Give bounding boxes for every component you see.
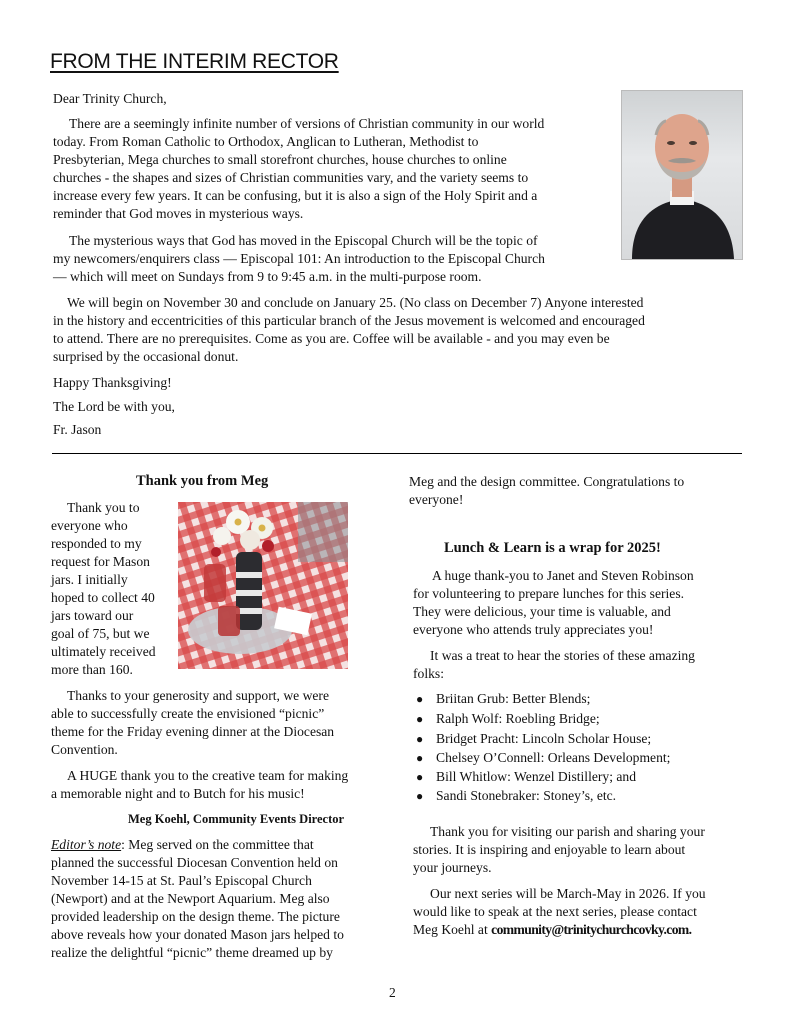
speaker-item: Sandi Stonebraker: Stoney’s, etc. (436, 788, 617, 803)
editor-note-line: (Newport) and at the Newport Aquarium. Meg also (51, 891, 330, 906)
editor-note-line: provided leadership on the design theme. The picture (51, 909, 340, 924)
lunch-para4-line: Our next series will be March-May in 2026. If you (430, 886, 706, 901)
meg-wrap-line: goal of 75, but we (51, 626, 150, 641)
rector-para1-line: churches - the shapes and sizes of Christian communities vary, and the variety seems to (53, 170, 529, 185)
rector-para3-line: surprised by the occasional donut. (53, 349, 239, 364)
greeting: Dear Trinity Church, (53, 91, 167, 106)
speaker-item: Chelsey O’Connell: Orleans Development; (436, 750, 671, 765)
rector-para1-line: Presbyterian, Mega churches to small storefront churches, house churches to online (53, 152, 507, 167)
lunch-para3-line: your journeys. (413, 860, 492, 875)
lunch-para2-line: folks: (413, 666, 444, 681)
mason-jar-centerpiece-photo (178, 502, 348, 669)
meg-wrap-line: hoped to collect 40 (51, 590, 155, 605)
editor-note-line: above reveals how your donated Mason jars helped to (51, 927, 344, 942)
rector-para3-line: to attend. There are no prerequisites. Come as you are. Coffee will be available - and you may even be (53, 331, 610, 346)
rector-para2-line: my newcomers/enquirers class — Episcopal 101: An introduction to the Episcopal Church (53, 251, 545, 266)
closing-thanksgiving: Happy Thanksgiving! (53, 375, 172, 390)
lunch-para1-line: for volunteering to prepare lunches for this series. (413, 586, 685, 601)
rector-para1-line: today. From Roman Catholic to Orthodox, Anglican to Lutheran, Methodist to (53, 134, 479, 149)
rector-para3-line: We will begin on November 30 and conclude on January 25. (No class on December 7) Anyone interested (67, 295, 644, 310)
bullet-icon: ● (416, 712, 424, 726)
editor-note-line: realize the delightful “picnic” theme dreamed up by (51, 945, 333, 960)
lunch-para2-line: It was a treat to hear the stories of these amazing (430, 648, 695, 663)
lunch-para4-line: would like to speak at the next series, please contact (413, 904, 697, 919)
speaker-item: Briitan Grub: Better Blends; (436, 691, 591, 706)
meg-continued-line: Meg and the design committee. Congratulations to (409, 474, 685, 489)
meg-article-title: Thank you from Meg (136, 473, 269, 489)
closing-blessing: The Lord be with you, (53, 399, 175, 414)
section-heading: FROM THE INTERIM RECTOR (50, 50, 339, 73)
meg-para3-line: A HUGE thank you to the creative team for making (67, 768, 349, 783)
bullet-icon: ● (416, 692, 424, 706)
meg-signoff: Meg Koehl, Community Events Director (128, 812, 345, 826)
meg-para3-line: a memorable night and to Butch for his music! (51, 786, 305, 801)
lunch-para1-line: everyone who attends truly appreciates you! (413, 622, 654, 637)
contact-prefix: Meg Koehl at (413, 922, 492, 937)
speaker-item: Ralph Wolf: Roebling Bridge; (436, 711, 600, 726)
rector-para3-line: in the history and eccentricities of this particular branch of the Jesus movement is welcomed and encouraged (53, 313, 645, 328)
section-divider (52, 453, 742, 454)
meg-wrap-line: ultimately received (51, 644, 156, 659)
speaker-item: Bridget Pracht: Lincoln Scholar House; (436, 731, 652, 746)
meg-wrap-line: Thank you to (67, 500, 140, 515)
bullet-icon: ● (416, 789, 424, 803)
speaker-item: Bill Whitlow: Wenzel Distillery; and (436, 769, 637, 784)
meg-para2-line: Convention. (51, 742, 118, 757)
meg-wrap-line: jars toward our (51, 608, 134, 623)
rector-para1-line: There are a seemingly infinite number of versions of Christian community in our world (69, 116, 545, 131)
rector-para2-line: The mysterious ways that God has moved in the Episcopal Church will be the topic of (69, 233, 538, 248)
bullet-icon: ● (416, 732, 424, 746)
editor-note-line: November 14-15 at St. Paul’s Episcopal Church (51, 873, 312, 888)
meg-continued-line: everyone! (409, 492, 464, 507)
rector-signature: Fr. Jason (53, 422, 102, 437)
editor-note-text: : Meg served on the committee that (121, 837, 314, 852)
editor-note-first-line (51, 836, 314, 854)
rector-para2-line: — which will meet on Sundays from 9 to 9:45 a.m. in the multi-purpose room. (53, 269, 482, 284)
rector-para1-line: reminder that God moves in mysterious ways. (53, 206, 304, 221)
lunch-contact-line (413, 921, 691, 939)
meg-wrap-line: responded to my (51, 536, 142, 551)
bullet-icon: ● (416, 751, 424, 765)
meg-para2-line: theme for the Friday evening dinner at the Diocesan (51, 724, 335, 739)
meg-wrap-line: everyone who (51, 518, 128, 533)
rector-para1-line: increase every few years. It can be confusing, but it is also a sign of the Holy Spirit and a (53, 188, 538, 203)
page-number: 2 (389, 985, 396, 1000)
meg-para2-line: able to successfully create the envisioned “picnic” (51, 706, 325, 721)
meg-wrap-line: request for Mason (51, 554, 150, 569)
rector-photo (621, 90, 743, 260)
meg-wrap-line: more than 160. (51, 662, 133, 677)
contact-email-link[interactable]: community@trinitychurchcovky.com. (491, 922, 692, 937)
meg-para2-line: Thanks to your generosity and support, we were (67, 688, 329, 703)
editor-note-label: Editor’s note (51, 837, 122, 852)
lunch-para1-line: A huge thank-you to Janet and Steven Robinson (432, 568, 694, 583)
lunch-article-title: Lunch & Learn is a wrap for 2025! (444, 540, 661, 556)
lunch-para1-line: They were delicious, your time is valuable, and (413, 604, 671, 619)
meg-wrap-line: jars. I initially (51, 572, 128, 587)
lunch-para3-line: Thank you for visiting our parish and sharing your (430, 824, 705, 839)
editor-note-line: planned the successful Diocesan Convention held on (51, 855, 338, 870)
lunch-para3-line: stories. It is inspiring and enjoyable to learn about (413, 842, 686, 857)
bullet-icon: ● (416, 770, 424, 784)
